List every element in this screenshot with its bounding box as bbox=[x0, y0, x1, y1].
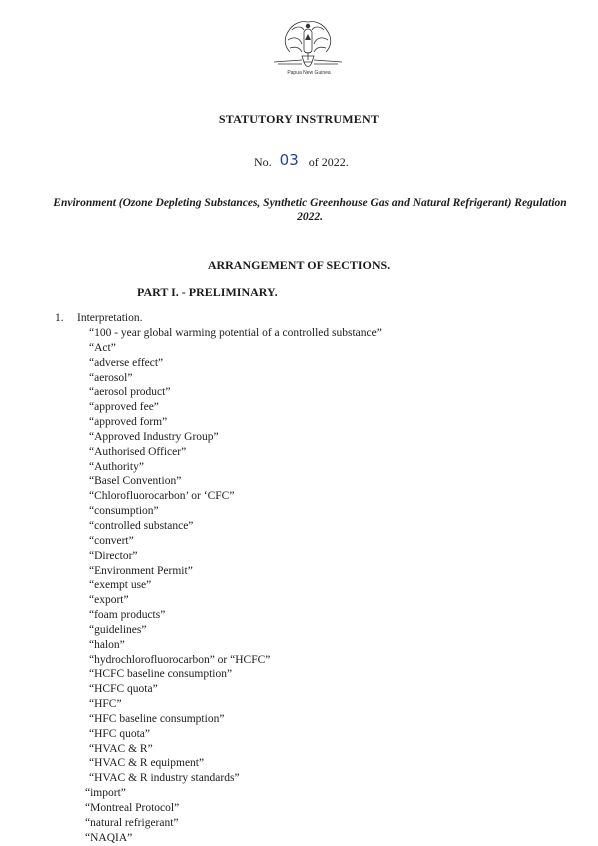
number-prefix: No. bbox=[254, 155, 272, 169]
definition-term: “convert” bbox=[89, 534, 134, 547]
definition-term: “aerosol” bbox=[89, 371, 133, 384]
definition-term: “Environment Permit” bbox=[89, 564, 193, 577]
definition-term: “adverse effect” bbox=[89, 356, 164, 369]
definition-term: “Approved Industry Group” bbox=[89, 430, 219, 443]
definition-term: “Act” bbox=[89, 341, 116, 354]
definition-term: “HVAC & R equipment” bbox=[89, 757, 205, 770]
definition-term: “HVAC & R” bbox=[89, 742, 153, 755]
definition-term: “100 - year global warming potential of a controlled substance” bbox=[89, 327, 382, 339]
definition-term: “aerosol product” bbox=[89, 386, 171, 399]
part-heading: PART I. - PRELIMINARY. bbox=[137, 285, 278, 299]
regulation-title: Environment (Ozone Depleting Substances, Synthetic Greenhouse Gas and Natural Refrigerant) Regulation 2022. bbox=[53, 197, 567, 223]
definition-term: “Chlorofluorocarbon’ or ‘CFC” bbox=[89, 490, 235, 503]
definition-term: “HFC quota” bbox=[89, 727, 151, 740]
section-title: Interpretation. bbox=[77, 312, 143, 324]
number-year: of 2022. bbox=[308, 155, 349, 169]
definition-term: “natural refrigerant” bbox=[85, 816, 179, 829]
definition-term: “Authorised Officer” bbox=[89, 445, 187, 458]
arrangement-heading: ARRANGEMENT OF SECTIONS. bbox=[207, 258, 391, 272]
definition-term: “consumption” bbox=[89, 505, 159, 518]
definition-term: “controlled substance” bbox=[89, 519, 194, 532]
definition-terms-list bbox=[85, 326, 382, 846]
definition-term: “NAQIA” bbox=[85, 831, 133, 844]
definition-term: “export” bbox=[89, 594, 129, 607]
definition-term: “approved fee” bbox=[89, 401, 159, 414]
handwritten-number: 03 bbox=[279, 151, 299, 169]
definition-term: “Authority” bbox=[89, 460, 144, 473]
definition-term: “HFC baseline consumption” bbox=[89, 712, 225, 725]
definition-term: “Director” bbox=[89, 549, 138, 562]
definition-term: “exempt use” bbox=[89, 579, 152, 592]
definition-term: “halon” bbox=[89, 638, 125, 651]
definition-term: “Montreal Protocol” bbox=[85, 802, 180, 814]
definition-term: “guidelines” bbox=[89, 623, 147, 636]
definition-term: “HCFC baseline consumption” bbox=[89, 668, 233, 681]
definition-term: “HFC” bbox=[89, 698, 122, 711]
definition-term: “import” bbox=[85, 787, 126, 800]
emblem-caption: Papua New Guinea bbox=[287, 70, 331, 76]
definition-term: “foam products” bbox=[89, 609, 166, 622]
definition-term: “approved form” bbox=[89, 416, 168, 429]
definition-term: “HVAC & R industry standards” bbox=[89, 772, 240, 785]
instrument-number bbox=[254, 152, 349, 170]
document-title: STATUTORY INSTRUMENT bbox=[218, 112, 380, 126]
definition-term: “hydrochlorofluorocarbon” or “HCFC” bbox=[89, 653, 271, 666]
definition-term: “HCFC quota” bbox=[89, 683, 158, 696]
definition-term: “Basel Convention” bbox=[89, 475, 182, 488]
section-number: 1. bbox=[55, 312, 64, 324]
